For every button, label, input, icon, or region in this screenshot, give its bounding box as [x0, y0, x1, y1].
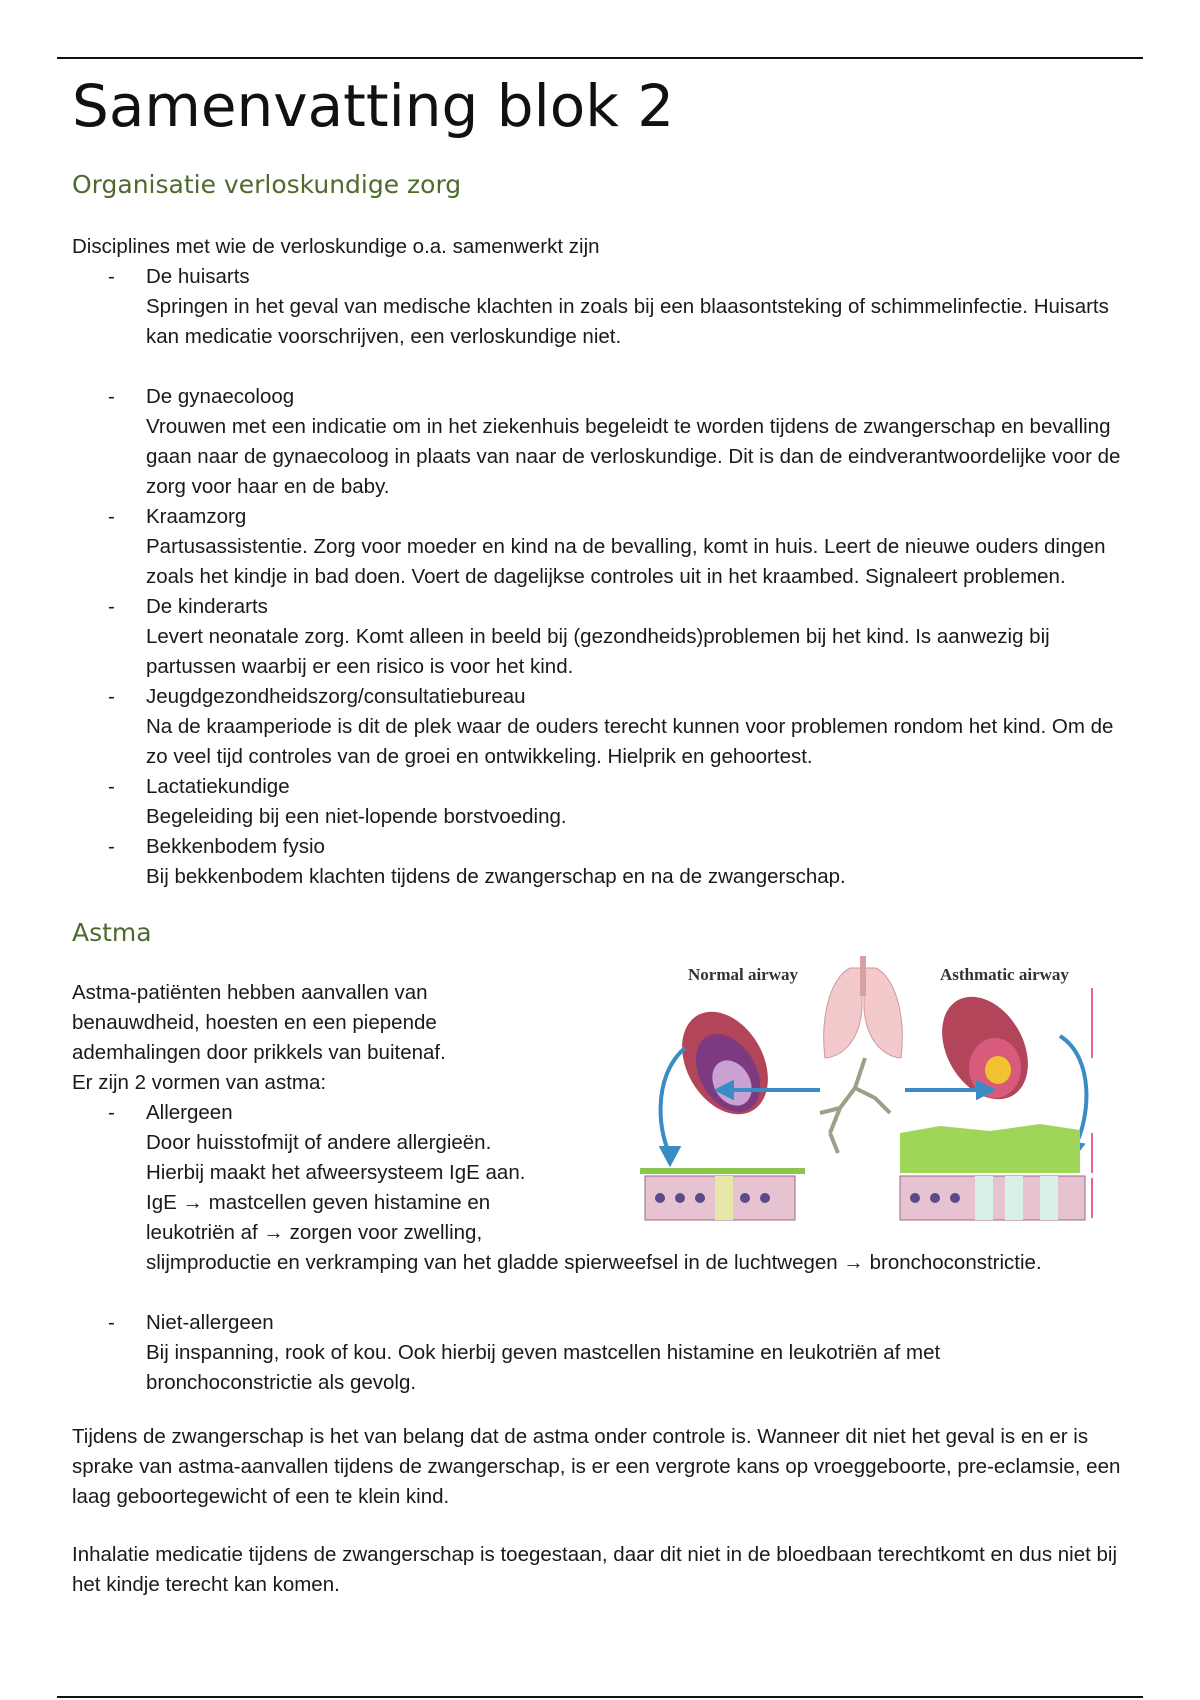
figure-label-asthmatic: Asthmatic airway	[940, 965, 1069, 984]
bronchial-tree-icon	[820, 1058, 890, 1153]
top-rule	[57, 57, 1143, 59]
list-item-title: - Jeugdgezondheidszorg/consultatiebureau	[146, 685, 526, 708]
normal-epithelium-icon	[640, 1168, 805, 1220]
list-item-body: Bij bekkenbodem klachten tijdens de zwangerschap en na de zwangerschap.	[146, 865, 846, 888]
list-item	[72, 502, 1132, 592]
bottom-rule	[57, 1696, 1143, 1698]
list-item	[72, 382, 1132, 502]
section-heading-astma: Astma	[72, 918, 152, 947]
list-item-title: - Lactatiekundige	[146, 775, 290, 798]
list-item-line: leukotriën af → zorgen voor zwelling,	[146, 1221, 483, 1244]
list-item	[72, 592, 1132, 682]
section1-intro: Disciplines met wie de verloskundige o.a. samenwerkt zijn	[72, 235, 600, 258]
list-item-line: slijmproductie en verkramping van het gladde spierweefsel in de luchtwegen → bronchoconstrictie.	[146, 1251, 1042, 1274]
astma-intro-line: Er zijn 2 vormen van astma:	[72, 1071, 327, 1094]
list-item-line: Door huisstofmijt of andere allergieën.	[146, 1131, 492, 1154]
list-item	[72, 262, 1132, 352]
list-item-niet-allergeen	[72, 1308, 1106, 1398]
list-item	[72, 772, 1132, 832]
list-item-title: - Niet-allergeen	[146, 1311, 274, 1334]
astma-paragraph-2: Inhalatie medicatie tijdens de zwangerschap is toegestaan, daar dit niet in de bloedbaan terechtkomt en dus niet bij het kindje terecht kan komen.	[72, 1543, 1118, 1596]
astma-intro-line: Astma-patiënten hebben aanvallen van	[72, 981, 428, 1004]
astma-paragraph-1: Tijdens de zwangerschap is het van belang dat de astma onder controle is. Wanneer dit niet het geval is en er is sprake van astma-aanvallen tijdens de zwangerschap, is er een vergrote kans op vroeggeboorte, pre-eclamsie, een laag geboortegewicht of een te klein kind.	[72, 1425, 1121, 1508]
list-item-body: Na de kraamperiode is dit de plek waar de ouders terecht kunnen voor problemen rondom het kind. Om de zo veel tijd controles van de groei en ontwikkeling. Hielprik en gehoortest.	[146, 715, 1114, 768]
list-item-title: - Allergeen	[146, 1101, 233, 1124]
astma-intro-line: ademhalingen door prikkels van buitenaf.	[72, 1041, 446, 1064]
list-item	[72, 832, 1132, 892]
list-item-body: Partusassistentie. Zorg voor moeder en kind na de bevalling, komt in huis. Leert de nieuwe ouders dingen zoals het kindje in bad doen. Voert de dagelijkse controles uit in het kraambed. Signaleert problemen.	[146, 535, 1106, 588]
lungs-icon	[824, 956, 903, 1058]
document-title: Samenvatting blok 2	[72, 72, 675, 140]
list-item-title: - De gynaecoloog	[146, 385, 295, 408]
normal-airway-icon	[665, 996, 786, 1129]
section-heading-organisatie: Organisatie verloskundige zorg	[72, 170, 462, 199]
list-item-body: Vrouwen met een indicatie om in het ziekenhuis begeleidt te worden tijdens de zwangerschap en bevalling gaan naar de gynaecoloog in plaats van naar de verloskundige. Dit is dan de eindverantwoordelijke voor de zorg voor haar en de baby.	[146, 415, 1121, 498]
list-item-body: Levert neonatale zorg. Komt alleen in beeld bij (gezondheids)problemen bij het kind. Is aanwezig bij partussen waarbij er een risico is voor het kind.	[146, 625, 1050, 678]
list-item-title: - De huisarts	[146, 265, 250, 288]
list-item-title: - Bekkenbodem fysio	[146, 835, 325, 858]
list-item-line: Hierbij maakt het afweersysteem IgE aan.	[146, 1161, 526, 1184]
disciplines-list	[72, 262, 1132, 892]
airway-illustration	[640, 948, 1120, 1238]
list-item-line: IgE → mastcellen geven histamine en	[146, 1191, 491, 1214]
astma-intro-line: benauwdheid, hoesten en een piepende	[72, 1011, 437, 1034]
list-item-body: Springen in het geval van medische klachten in zoals bij een blaasontsteking of schimmelinfectie. Huisarts kan medicatie voorschrijven, een verloskundige niet.	[146, 295, 1109, 348]
figure-label-normal: Normal airway	[688, 965, 799, 984]
list-item-title: - De kinderarts	[146, 595, 268, 618]
astma-intro	[72, 978, 592, 1098]
list-item-title: - Kraamzorg	[146, 505, 247, 528]
list-item-body: Bij inspanning, rook of kou. Ook hierbij geven mastcellen histamine en leukotriën af met bronchoconstrictie als gevolg.	[146, 1341, 941, 1394]
list-item	[72, 682, 1132, 772]
list-item-body: Begeleiding bij een niet-lopende borstvoeding.	[146, 805, 567, 828]
